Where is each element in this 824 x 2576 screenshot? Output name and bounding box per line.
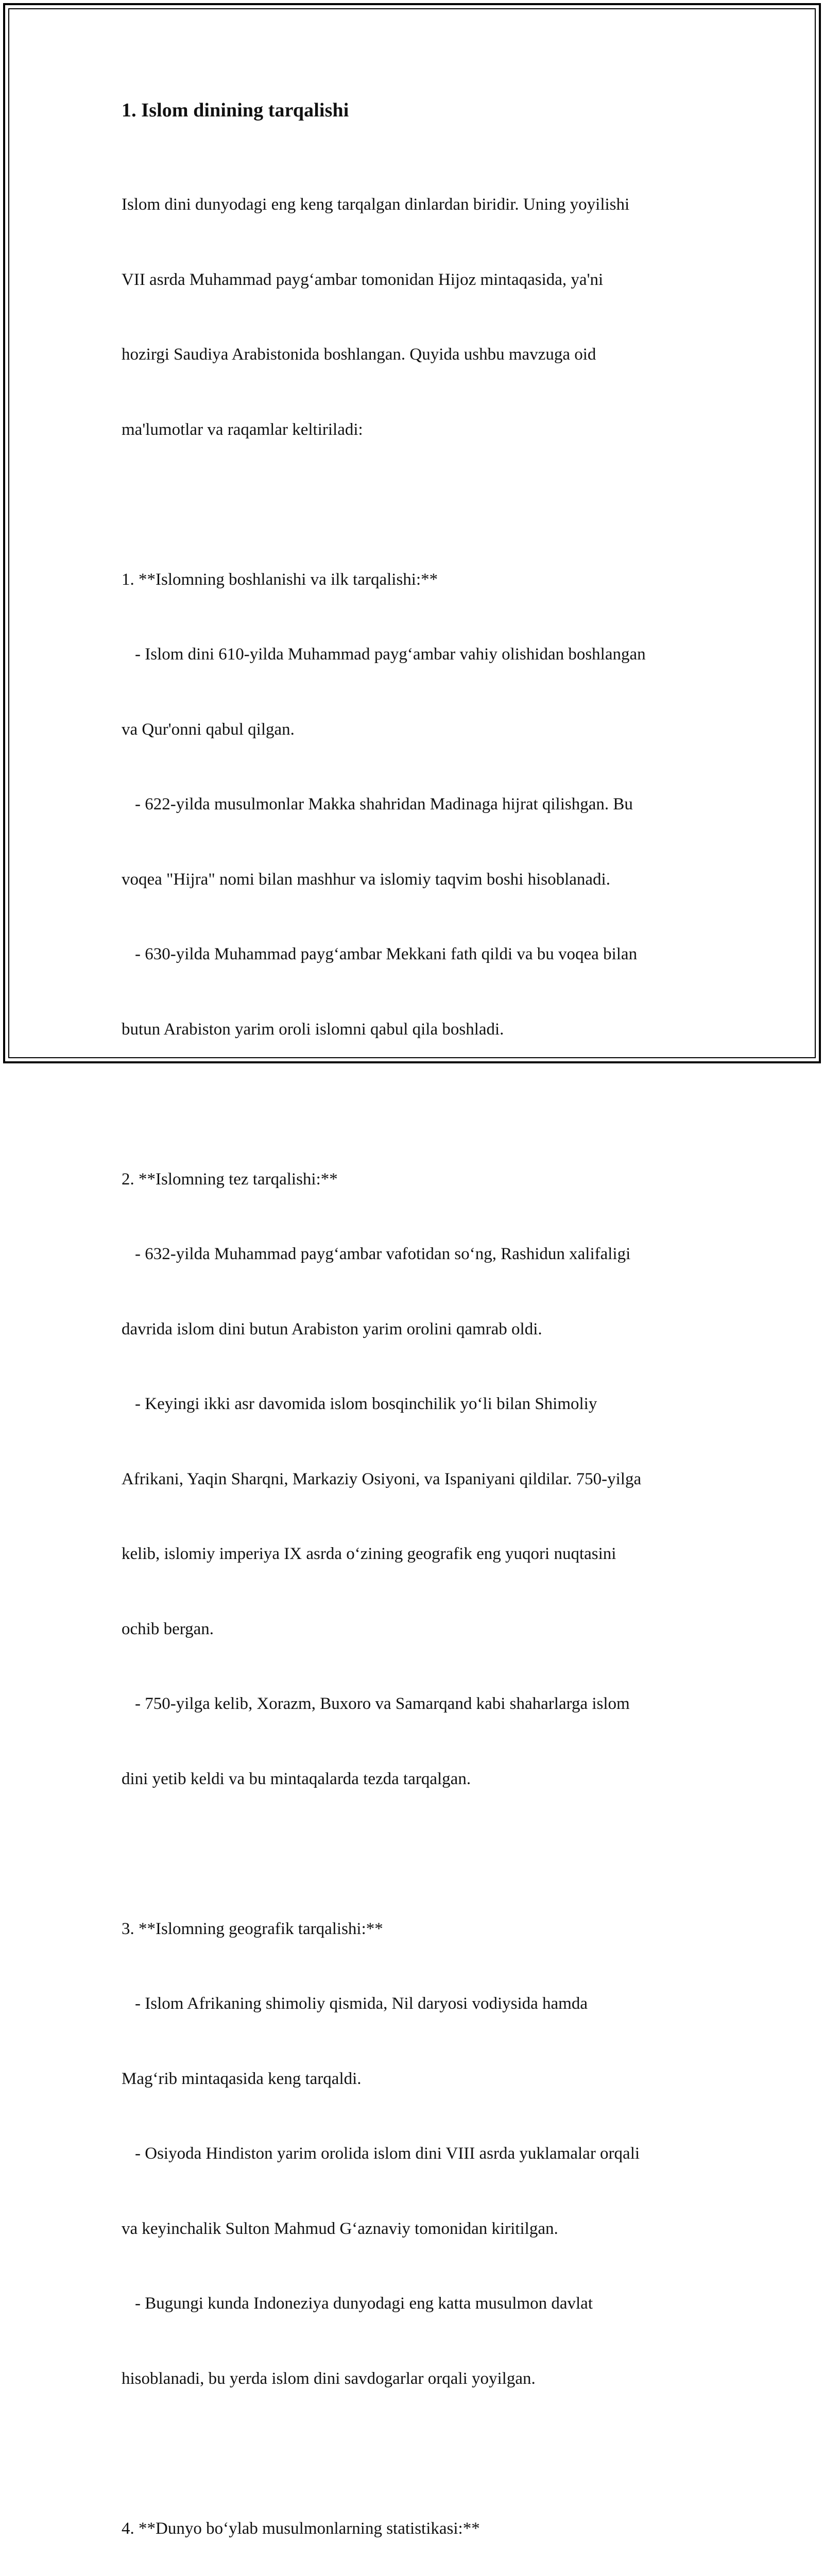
bullet-line: ochib bergan.	[122, 1617, 714, 1642]
section-heading: 3. **Islomning geografik tarqalishi:**	[122, 1917, 714, 1942]
bullet-line: - Keyingi ikki asr davomida islom bosqinchilik yo‘li bilan Shimoliy	[122, 1392, 714, 1417]
bullet-line: - 622-yilda musulmonlar Makka shahridan Madinaga hijrat qilishgan. Bu	[122, 792, 714, 817]
bullet-line: - 632-yilda Muhammad payg‘ambar vafotidan so‘ng, Rashidun xalifaligi	[122, 1242, 714, 1267]
bullet-line: voqea "Hijra" nomi bilan mashhur va islomiy taqvim boshi hisoblanadi.	[122, 867, 714, 892]
bullet-line: - 750-yilga kelib, Xorazm, Buxoro va Samarqand kabi shaharlarga islom	[122, 1691, 714, 1717]
section-4	[122, 2466, 714, 2576]
document-title: 1. Islom dinining tarqalishi	[122, 96, 714, 125]
section-1	[122, 517, 714, 1092]
intro-line: VII asrda Muhammad payg‘ambar tomonidan Hijoz mintaqasida, ya'ni	[122, 267, 714, 293]
bullet-line: dini yetib keldi va bu mintaqalarda tezda tarqalgan.	[122, 1767, 714, 1792]
document-body	[122, 96, 714, 2576]
bullet-line: hisoblanadi, bu yerda islom dini savdogarlar orqali yoyilgan.	[122, 2366, 714, 2392]
bullet-line: - Islom dini 610-yilda Muhammad payg‘ambar vahiy olishidan boshlangan	[122, 642, 714, 667]
section-heading: 4. **Dunyo bo‘ylab musulmonlarning statistikasi:**	[122, 2516, 714, 2541]
bullet-line: - 630-yilda Muhammad payg‘ambar Mekkani fath qildi va bu voqea bilan	[122, 942, 714, 967]
intro-line: ma'lumotlar va raqamlar keltiriladi:	[122, 417, 714, 443]
bullet-line: - Islom Afrikaning shimoliy qismida, Nil daryosi vodiysida hamda	[122, 1991, 714, 2016]
intro-line: Islom dini dunyodagi eng keng tarqalgan dinlardan biridir. Uning yoyilishi	[122, 192, 714, 217]
bullet-line: butun Arabiston yarim oroli islomni qabul qila boshladi.	[122, 1017, 714, 1042]
intro-paragraph	[122, 142, 714, 492]
section-3	[122, 1867, 714, 2442]
bullet-line: Afrikani, Yaqin Sharqni, Markaziy Osiyoni, va Ispaniyani qildilar. 750-yilga	[122, 1467, 714, 1492]
bullet-line: Mag‘rib mintaqasida keng tarqaldi.	[122, 2066, 714, 2092]
bullet-line: va Qur'onni qabul qilgan.	[122, 717, 714, 742]
bullet-line: - Bugungi kunda Indoneziya dunyodagi eng katta musulmon davlat	[122, 2291, 714, 2316]
intro-line: hozirgi Saudiya Arabistonida boshlangan. Quyida ushbu mavzuga oid	[122, 342, 714, 367]
bullet-line: kelib, islomiy imperiya IX asrda o‘zining geografik eng yuqori nuqtasini	[122, 1541, 714, 1567]
bullet-line: - Osiyoda Hindiston yarim orolida islom dini VIII asrda yuklamalar orqali	[122, 2141, 714, 2166]
section-heading: 1. **Islomning boshlanishi va ilk tarqalishi:**	[122, 567, 714, 592]
section-2	[122, 1117, 714, 1842]
bullet-line: va keyinchalik Sulton Mahmud G‘aznaviy tomonidan kiritilgan.	[122, 2216, 714, 2242]
section-heading: 2. **Islomning tez tarqalishi:**	[122, 1167, 714, 1192]
bullet-line: davrida islom dini butun Arabiston yarim orolini qamrab oldi.	[122, 1317, 714, 1342]
